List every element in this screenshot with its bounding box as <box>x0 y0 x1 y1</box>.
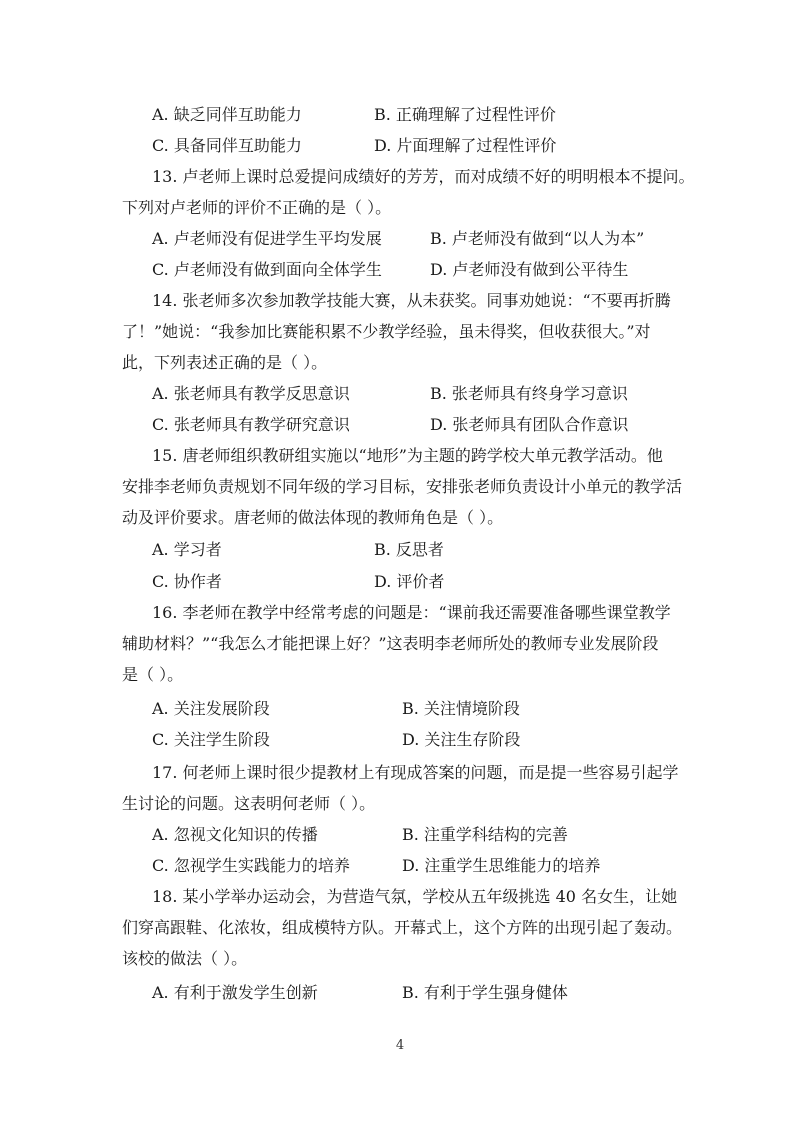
q12-option-a: A. 缺乏同伴互助能力 <box>152 105 302 124</box>
q16-stem-line-3: 是（ ）。 <box>122 665 184 684</box>
q16-stem-line-2: 辅助材料？”“我怎么才能把课上好？”这表明李老师所处的教师专业发展阶段 <box>122 634 659 653</box>
q17-stem-line-2: 生讨论的问题。这表明何老师（ ）。 <box>122 794 376 813</box>
q15-stem-line-2: 安排李老师负责规划不同年级的学习目标，安排张老师负责设计小单元的教学活 <box>122 477 683 496</box>
q18-stem-line-1: 18. 某小学举办运动会，为营造气氛，学校从五年级挑选 40 名女生，让她 <box>152 887 678 906</box>
q15-option-d: D. 评价者 <box>374 572 445 591</box>
q15-stem-line-1: 15. 唐老师组织教研组实施以“地形”为主题的跨学校大单元教学活动。他 <box>152 446 663 465</box>
q17-option-c: C. 忽视学生实践能力的培养 <box>152 856 350 875</box>
q18-stem-line-3: 该校的做法（ ）。 <box>122 949 248 968</box>
q17-option-d: D. 注重学生思维能力的培养 <box>402 856 601 875</box>
q12-option-c: C. 具备同伴互助能力 <box>152 136 302 155</box>
q16-stem-line-1: 16. 李老师在教学中经常考虑的问题是：“课前我还需要准备哪些课堂教学 <box>152 603 671 622</box>
q14-option-a: A. 张老师具有教学反思意识 <box>152 384 350 403</box>
q16-option-c: C. 关注学生阶段 <box>152 730 270 749</box>
q13-option-a: A. 卢老师没有促进学生平均发展 <box>152 229 382 248</box>
q12-option-d: D. 片面理解了过程性评价 <box>374 136 557 155</box>
q17-option-a: A. 忽视文化知识的传播 <box>152 825 318 844</box>
q14-stem-line-2: 了！”她说：“我参加比赛能积累不少教学经验，虽未得奖，但收获很大。”对 <box>122 322 651 341</box>
q14-stem-line-3: 此，下列表述正确的是（ ）。 <box>122 353 328 372</box>
q13-option-b: B. 卢老师没有做到“以人为本” <box>430 229 645 248</box>
q18-option-b: B. 有利于学生强身健体 <box>402 983 568 1002</box>
q14-option-d: D. 张老师具有团队合作意识 <box>430 415 629 434</box>
q13-option-d: D. 卢老师没有做到公平待生 <box>430 260 629 279</box>
q16-option-b: B. 关注情境阶段 <box>402 699 520 718</box>
q15-option-a: A. 学习者 <box>152 540 222 559</box>
q13-option-c: C. 卢老师没有做到面向全体学生 <box>152 260 382 279</box>
q18-option-a: A. 有利于激发学生创新 <box>152 983 318 1002</box>
page-number: 4 <box>395 1038 405 1053</box>
q14-option-b: B. 张老师具有终身学习意识 <box>430 384 628 403</box>
q14-option-c: C. 张老师具有教学研究意识 <box>152 415 350 434</box>
q13-stem-line-2: 下列对卢老师的评价不正确的是（ ）。 <box>122 198 392 217</box>
q13-stem-line-1: 13. 卢老师上课时总爱提问成绩好的芳芳，而对成绩不好的明明根本不提问。 <box>152 167 695 186</box>
q17-stem-line-1: 17. 何老师上课时很少提教材上有现成答案的问题，而是提一些容易引起学 <box>152 763 679 782</box>
q12-option-b: B. 正确理解了过程性评价 <box>374 105 556 124</box>
q18-stem-line-2: 们穿高跟鞋、化浓妆，组成模特方队。开幕式上，这个方阵的出现引起了轰动。 <box>122 918 683 937</box>
q14-stem-line-1: 14. 张老师多次参加教学技能大赛，从未获奖。同事劝她说：“不要再折腾 <box>152 291 671 310</box>
q16-option-d: D. 关注生存阶段 <box>402 730 521 749</box>
q15-option-c: C. 协作者 <box>152 572 222 591</box>
q15-option-b: B. 反思者 <box>374 540 444 559</box>
q17-option-b: B. 注重学科结构的完善 <box>402 825 568 844</box>
q15-stem-line-3: 动及评价要求。唐老师的做法体现的教师角色是（ ）。 <box>122 508 504 527</box>
q16-option-a: A. 关注发展阶段 <box>152 699 270 718</box>
